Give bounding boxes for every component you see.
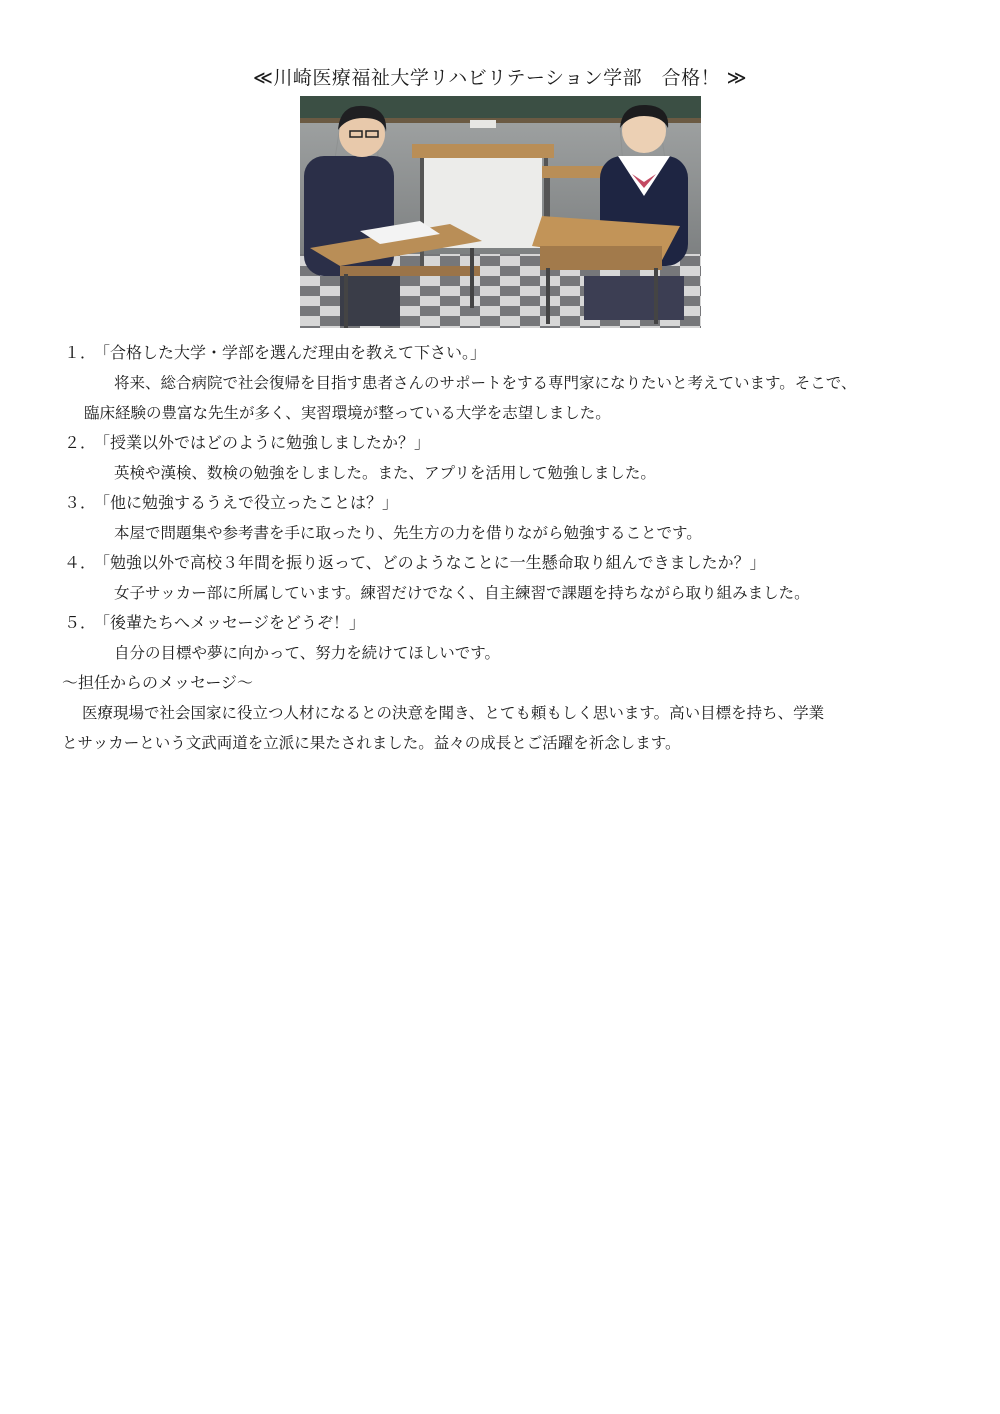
interview-photo — [300, 96, 701, 328]
question-1: １．「合格した大学・学部を選んだ理由を教えて下さい。」 — [64, 343, 487, 362]
interview-content — [62, 338, 942, 758]
question-4: ４．「勉強以外で高校３年間を振り返って、どのようなことに一生懸命取り組んできましたか？」 — [64, 553, 766, 572]
question-5: ５．「後輩たちへメッセージをどうぞ！」 — [64, 613, 366, 632]
answer-3: 本屋で問題集や参考書を手に取ったり、先生方の力を借りながら勉強することです。 — [114, 524, 702, 542]
back-desk — [412, 144, 554, 158]
answer-2: 英検や漢検、数検の勉強をしました。また、アプリを活用して勉強しました。 — [114, 464, 656, 482]
answer-1-line-1: 将来、総合病院で社会復帰を目指す患者さんのサポートをする専門家になりたいと考えています。そこで、 — [114, 374, 857, 392]
question-3: ３．「他に勉強するうえで役立ったことは？」 — [64, 493, 399, 512]
question-2: ２．「授業以外ではどのように勉強しましたか？」 — [64, 433, 431, 452]
teacher-message-line-1: 医療現場で社会国家に役立つ人材になるとの決意を聞き、とても頼もしく思います。高い目標を持ち、学業 — [82, 704, 825, 722]
teacher-message-heading: ～担任からのメッセージ～ — [62, 673, 254, 692]
page-title: ≪川崎医療福祉大学リハビリテーション学部 合格！ ≫ — [252, 67, 748, 89]
answer-5: 自分の目標や夢に向かって、努力を続けてほしいです。 — [114, 644, 500, 662]
answer-4: 女子サッカー部に所属しています。練習だけでなく、自主練習で課題を持ちながら取り組みました。 — [114, 584, 810, 602]
teacher-message-line-2: とサッカーという文武両道を立派に果たされました。益々の成長とご活躍を祈念します。 — [62, 734, 681, 752]
answer-1-line-2: 臨床経験の豊富な先生が多く、実習環境が整っている大学を志望しました。 — [84, 404, 611, 422]
